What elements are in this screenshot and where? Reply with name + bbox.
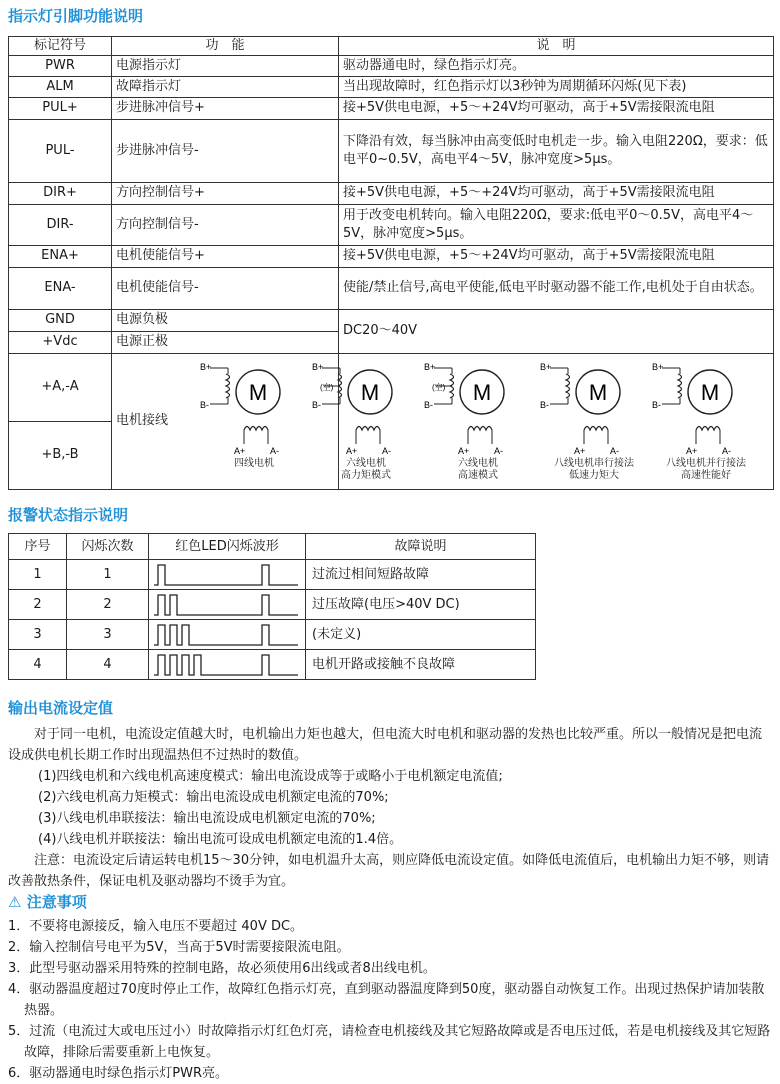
pin-function: 方向控制信号+ bbox=[112, 182, 339, 204]
table-row bbox=[9, 97, 774, 119]
label-a-plus: A+ bbox=[346, 446, 358, 456]
label-a-minus: A- bbox=[722, 446, 731, 456]
pin-description: 当出现故障时，红色指示灯以3秒钟为周期循环闪烁(见下表) bbox=[339, 76, 774, 97]
motor-icon bbox=[538, 358, 650, 458]
pin-description: 用于改变电机转向。输入电阻220Ω，要求:低电平0～0.5V，高电平4～5V，脉冲宽度>5μs。 bbox=[339, 204, 774, 245]
table-row bbox=[9, 267, 774, 309]
alarm-status-table bbox=[8, 533, 536, 680]
header-index: 序号 bbox=[9, 534, 67, 560]
label-b-minus: B- bbox=[200, 400, 209, 410]
motor-symbol: M bbox=[472, 380, 492, 405]
header-blink-count: 闪烁次数 bbox=[67, 534, 149, 560]
label-b-plus: B+ bbox=[540, 362, 552, 372]
motor-caption: 八线电机并行接法 bbox=[666, 458, 746, 469]
alarm-index: 3 bbox=[9, 620, 67, 650]
motor-diagram bbox=[310, 358, 422, 486]
alarm-count: 2 bbox=[67, 590, 149, 620]
table-row bbox=[9, 590, 536, 620]
alarm-count: 4 bbox=[67, 650, 149, 680]
motor-caption: 四线电机 bbox=[234, 458, 274, 469]
motor-symbol: M bbox=[588, 380, 608, 405]
power-description: DC20～40V bbox=[339, 309, 774, 353]
note-item: 6．驱动器通电时绿色指示灯PWR亮。 bbox=[8, 1066, 228, 1081]
pin-description: 下降沿有效，每当脉冲由高变低时电机走一步。输入电阻220Ω，要求：低电平0~0.5V，高电平4～5V，脉冲宽度>5μs。 bbox=[339, 119, 774, 182]
pin-function: 方向控制信号- bbox=[112, 204, 339, 245]
note-item: 1．不要将电源接反，输入电压不要超过 40V DC。 bbox=[8, 919, 304, 934]
section-title-notes-text: 注意事项 bbox=[26, 893, 87, 911]
table-row bbox=[9, 76, 774, 97]
pin-symbol: PUL- bbox=[9, 119, 112, 182]
pin-function: 电机使能信号- bbox=[112, 267, 339, 309]
label-empty: (空) bbox=[320, 383, 334, 392]
motor-diagram bbox=[198, 358, 310, 486]
table-row bbox=[9, 182, 774, 204]
table-row bbox=[9, 245, 774, 267]
table-row bbox=[9, 560, 536, 590]
pin-function: 电源负极 bbox=[112, 309, 339, 331]
pin-symbol: ALM bbox=[9, 76, 112, 97]
note-item: 4．驱动器温度超过70度时停止工作，故障红色指示灯亮，直到驱动器温度降到50度，驱动器自动恢复工作。出现过热保护请加装散热器。 bbox=[8, 982, 765, 1018]
label-a-plus: A+ bbox=[686, 446, 698, 456]
section-title-current: 输出电流设定值 bbox=[8, 699, 114, 717]
waveform-graphic bbox=[152, 592, 302, 618]
motor-symbol: M bbox=[360, 380, 380, 405]
alarm-description: 过流过相间短路故障 bbox=[306, 560, 536, 590]
waveform-line bbox=[154, 595, 298, 615]
header-description: 说 明 bbox=[339, 37, 774, 56]
motor-wiring-text: 电机接线 bbox=[116, 413, 169, 429]
pin-function: 电源正极 bbox=[112, 331, 339, 353]
blink-waveform bbox=[149, 590, 306, 620]
alarm-description: (未定义) bbox=[306, 620, 536, 650]
pin-description: 接+5V供电电源，+5～+24V均可驱动，高于+5V需接限流电阻 bbox=[339, 245, 774, 267]
current-item: (4)八线电机并联接法：输出电流可设成电机额定电流的1.4倍。 bbox=[38, 832, 403, 847]
waveform-graphic bbox=[152, 622, 302, 648]
pin-function: 故障指示灯 bbox=[112, 76, 339, 97]
waveform-line bbox=[154, 625, 298, 645]
label-a-minus: A- bbox=[270, 446, 279, 456]
note-item: 5．过流（电流过大或电压过小）时故障指示灯红色灯亮，请检查电机接线及其它短路故障或是否电压过低，若是电机接线及其它短路故障，排除后需要重新上电恢复。 bbox=[8, 1024, 771, 1060]
pin-symbol: PUL+ bbox=[9, 97, 112, 119]
motor-icon bbox=[422, 358, 534, 458]
table-row bbox=[9, 55, 774, 76]
pin-symbol: GND bbox=[9, 309, 112, 331]
waveform-line bbox=[154, 565, 298, 585]
motor-caption-sub: 高力矩模式 bbox=[341, 470, 391, 481]
pin-function: 步进脉冲信号- bbox=[112, 119, 339, 182]
table-header-row bbox=[9, 534, 536, 560]
label-b-minus: B- bbox=[652, 400, 661, 410]
label-a-plus: A+ bbox=[234, 446, 246, 456]
table-row bbox=[9, 650, 536, 680]
motor-wiring-diagrams bbox=[198, 352, 776, 488]
label-a-minus: A- bbox=[610, 446, 619, 456]
motor-caption: 八线电机串行接法 bbox=[554, 458, 634, 469]
pin-description: 接+5V供电电源，+5～+24V均可驱动，高于+5V需接限流电阻 bbox=[339, 97, 774, 119]
table-row bbox=[9, 309, 774, 331]
motor-caption: 六线电机 bbox=[346, 458, 386, 469]
pin-function: 电源指示灯 bbox=[112, 55, 339, 76]
pin-description: 驱动器通电时，绿色指示灯亮。 bbox=[339, 55, 774, 76]
table-row bbox=[9, 204, 774, 245]
waveform-graphic bbox=[152, 652, 302, 678]
motor-symbol: M bbox=[248, 380, 268, 405]
blink-waveform bbox=[149, 560, 306, 590]
pin-symbol: PWR bbox=[9, 55, 112, 76]
section-title-indicator-pins: 指示灯引脚功能说明 bbox=[8, 7, 144, 25]
note-item: 3．此型号驱动器采用特殊的控制电路，故必须使用6出线或者8出线电机。 bbox=[8, 961, 436, 976]
motor-diagram bbox=[538, 358, 650, 486]
label-b-plus: B+ bbox=[652, 362, 664, 372]
label-b-minus: B- bbox=[312, 400, 321, 410]
pin-symbol: DIR- bbox=[9, 204, 112, 245]
alarm-index: 1 bbox=[9, 560, 67, 590]
header-waveform: 红色LED闪烁波形 bbox=[149, 534, 306, 560]
pin-function: 步进脉冲信号+ bbox=[112, 97, 339, 119]
label-empty: (空) bbox=[432, 383, 446, 392]
table-row bbox=[9, 620, 536, 650]
pin-description: 使能/禁止信号,高电平使能,低电平时驱动器不能工作,电机处于自由状态。 bbox=[339, 267, 774, 309]
alarm-count: 1 bbox=[67, 560, 149, 590]
section-title-notes bbox=[8, 892, 87, 912]
current-intro-paragraph: 对于同一电机，电流设定值越大时，电机输出力矩也越大，但电流大时电机和驱动器的发热也比较严重。所以一般情况是把电流设成供电机长期工作时出现温热但不过热时的数值。 bbox=[8, 727, 763, 763]
label-b-plus: B+ bbox=[200, 362, 212, 372]
note-item: 2．输入控制信号电平为5V，当高于5V时需要接限流电阻。 bbox=[8, 940, 350, 955]
pin-symbol: DIR+ bbox=[9, 182, 112, 204]
label-a-plus: A+ bbox=[574, 446, 586, 456]
label-a-minus: A- bbox=[494, 446, 503, 456]
pin-symbol: ENA+ bbox=[9, 245, 112, 267]
pin-symbol-b: +B,-B bbox=[9, 421, 112, 489]
label-b-minus: B- bbox=[540, 400, 549, 410]
header-function: 功 能 bbox=[112, 37, 339, 56]
current-item: (1)四线电机和六线电机高速度模式：输出电流设成等于或略小于电机额定电流值; bbox=[38, 769, 503, 784]
current-item: (2)六线电机高力矩模式：输出电流设成电机额定电流的70%; bbox=[38, 790, 389, 805]
blink-waveform bbox=[149, 650, 306, 680]
motor-symbol: M bbox=[700, 380, 720, 405]
label-b-minus: B- bbox=[424, 400, 433, 410]
header-fault: 故障说明 bbox=[306, 534, 536, 560]
blink-waveform bbox=[149, 620, 306, 650]
current-note-paragraph: 注意：电流设定后请运转电机15～30分钟，如电机温升太高，则应降低电流设定值。如降低电流值后，电机输出力矩不够，则请改善散热条件，保证电机及驱动器均不烫手为宜。 bbox=[8, 853, 770, 889]
alarm-description: 过压故障(电压>40V DC) bbox=[306, 590, 536, 620]
warning-icon: ⚠ bbox=[8, 893, 22, 911]
label-b-plus: B+ bbox=[312, 362, 324, 372]
pin-description: 接+5V供电电源，+5～+24V均可驱动，高于+5V需接限流电阻 bbox=[339, 182, 774, 204]
waveform-line bbox=[154, 655, 298, 675]
motor-caption-sub: 高速性能好 bbox=[681, 470, 731, 481]
alarm-index: 4 bbox=[9, 650, 67, 680]
alarm-description: 电机开路或接触不良故障 bbox=[306, 650, 536, 680]
table-row bbox=[9, 119, 774, 182]
label-a-minus: A- bbox=[382, 446, 391, 456]
motor-diagram bbox=[650, 358, 762, 486]
pin-symbol-a: +A,-A bbox=[9, 353, 112, 421]
section-title-alarm: 报警状态指示说明 bbox=[8, 506, 129, 524]
motor-diagram bbox=[422, 358, 534, 486]
motor-icon bbox=[198, 358, 310, 458]
alarm-index: 2 bbox=[9, 590, 67, 620]
current-item: (3)八线电机串联接法：输出电流设成电机额定电流的70%; bbox=[38, 811, 376, 826]
label-a-plus: A+ bbox=[458, 446, 470, 456]
motor-caption-sub: 低速力矩大 bbox=[569, 470, 619, 481]
motor-icon bbox=[310, 358, 422, 458]
alarm-count: 3 bbox=[67, 620, 149, 650]
pin-function: 电机使能信号+ bbox=[112, 245, 339, 267]
motor-icon bbox=[650, 358, 762, 458]
table-header-row bbox=[9, 37, 774, 56]
label-b-plus: B+ bbox=[424, 362, 436, 372]
motor-caption-sub: 高速模式 bbox=[458, 470, 498, 481]
pin-symbol: ENA- bbox=[9, 267, 112, 309]
motor-caption: 六线电机 bbox=[458, 458, 498, 469]
waveform-graphic bbox=[152, 562, 302, 588]
pin-symbol: +Vdc bbox=[9, 331, 112, 353]
header-symbol: 标记符号 bbox=[9, 37, 112, 56]
